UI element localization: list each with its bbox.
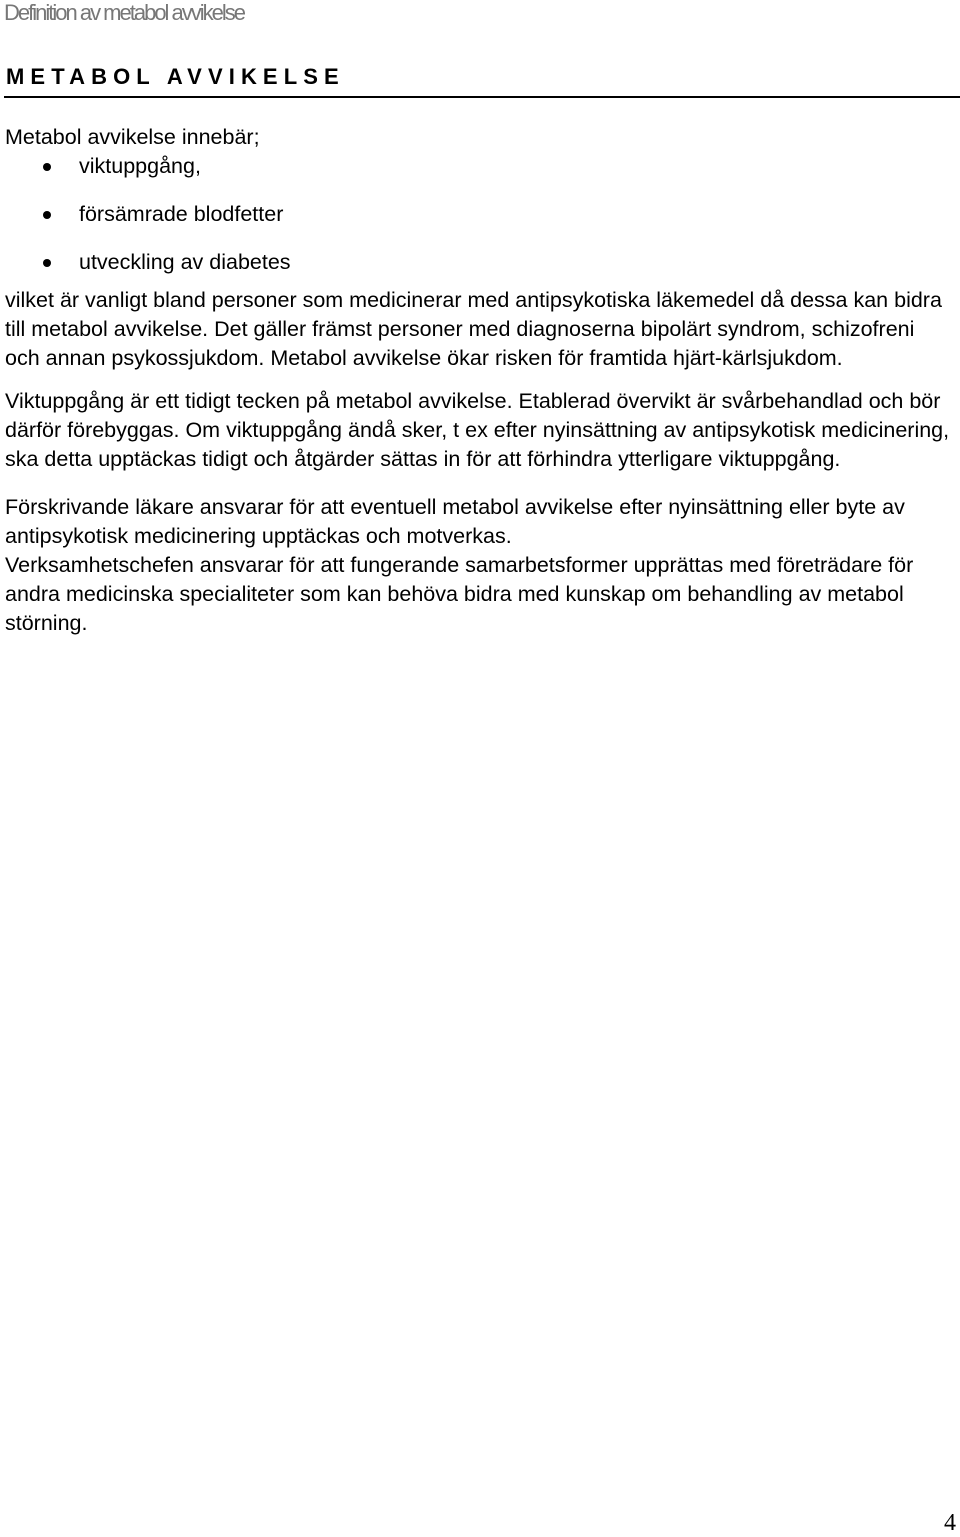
bullet-text: viktuppgång,: [79, 154, 201, 178]
bullet-icon: [43, 259, 51, 267]
bullet-item: [5, 248, 955, 277]
bullet-item: [5, 152, 955, 181]
intro-text: Metabol avvikelse innebär;: [5, 125, 260, 149]
paragraph: Verksamhetschefen ansvarar för att fungerande samarbetsformer upprättas med företrädare för andra medicinska specialiteter som kan behöva bidra med kunskap om behandling av metabol störning.: [5, 553, 914, 635]
paragraph: Förskrivande läkare ansvarar för att eventuell metabol avvikelse efter nyinsättning eller byte av antipsykotisk medicinering upptäckas och motverkas.: [5, 495, 905, 548]
bullet-icon: [43, 163, 51, 171]
bullet-text: försämrade blodfetter: [79, 202, 284, 226]
paragraph: Viktuppgång är ett tidigt tecken på metabol avvikelse. Etablerad övervikt är svårbehandlad och bör därför förebyggas. Om viktuppgång ändå sker, t ex efter nyinsättning av antipsykotisk medicinering, ska detta upptäckas tidigt och åtgärder sättas in för att förhindra ytterligare viktuppgång.: [5, 389, 950, 471]
running-header: Definition av metabol avvikelse: [4, 0, 245, 25]
bullet-item: [5, 200, 955, 229]
title-rule: [4, 96, 960, 98]
bullet-list: [5, 152, 955, 277]
bullet-icon: [43, 211, 51, 219]
bullet-text: utveckling av diabetes: [79, 250, 291, 274]
document-body: [5, 123, 955, 638]
paragraph: vilket är vanligt bland personer som medicinerar med antipsykotiska läkemedel då dessa kan bidra till metabol avvikelse. Det gäller främst personer med diagnoserna bipolärt syndrom, schizofreni och annan psykossjukdom. Metabol avvikelse ökar risken för framtida hjärt-kärlsjukdom.: [5, 288, 942, 370]
section-title: METABOL AVVIKELSE: [6, 64, 345, 89]
page-number: 4: [944, 1510, 956, 1536]
